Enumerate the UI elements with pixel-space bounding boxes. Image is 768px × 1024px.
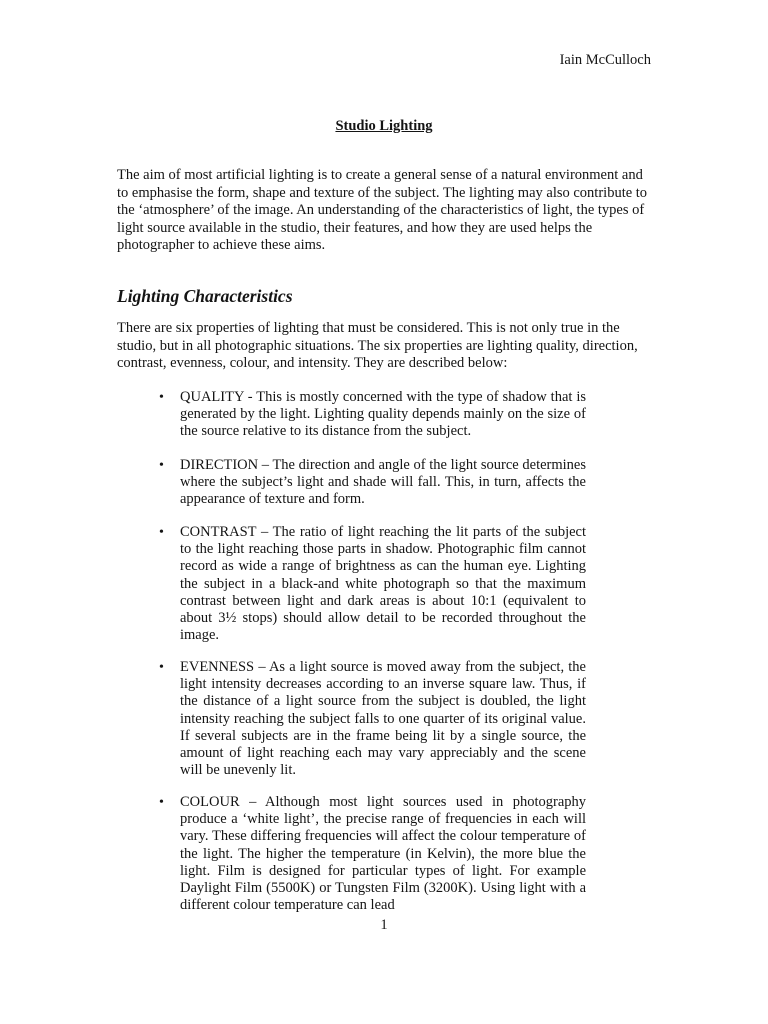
bullet-marker-icon: • [159, 525, 164, 540]
bullet-marker-icon: • [159, 795, 164, 810]
bullet-item-colour [159, 794, 586, 914]
bullet-text: DIRECTION – The direction and angle of the light source determines where the subject’s light and shade will fall. This, in turn, affects the appearance of texture and form. [180, 457, 586, 508]
bullet-marker-icon: • [159, 458, 164, 473]
bullet-item-direction [159, 457, 586, 509]
section-intro-paragraph: There are six properties of lighting that must be considered. This is not only true in the studio, but in all photographic situations. The six properties are lighting quality, direction, contrast, evenness, colour, and intensity. They are described below: [117, 320, 638, 372]
header-author: Iain McCulloch [559, 52, 651, 68]
bullet-text: CONTRAST – The ratio of light reaching the lit parts of the subject to the light reaching those parts in shadow. Photographic film cannot record as wide a range of brightness as can the human eye. Lighting the subject in a black-and white photograph so that the maximum contrast between light and dark areas is about 10:1 (equivalent to about 3½ stops) should allow detail to be recorded throughout the image. [180, 524, 586, 644]
document-title: Studio Lighting [335, 118, 433, 134]
bullet-item-contrast [159, 524, 586, 644]
bullet-text: EVENNESS – As a light source is moved away from the subject, the light intensity decreases according to an inverse square law. Thus, if the distance of a light source from the subject is doubled, the light intensity reaching the subject falls to one quarter of its original value. If several subjects are in the frame being lit by a single source, the amount of light reaching each may vary appreciably and the scene will be unevenly lit. [180, 659, 586, 779]
intro-paragraph: The aim of most artificial lighting is to create a general sense of a natural environment and to emphasise the form, shape and texture of the subject. The lighting may also contribute to the ‘atmosphere’ of the image. An understanding of the characteristics of light, the types of light source available in the studio, their features, and how they are used helps the photographer to achieve these aims. [117, 167, 648, 254]
bullet-marker-icon: • [159, 390, 164, 405]
bullet-item-evenness [159, 659, 586, 779]
page-number: 1 [380, 917, 388, 933]
bullet-text: COLOUR – Although most light sources used in photography produce a ‘white light’, the precise range of frequencies in each will vary. These differing frequencies will affect the colour temperature of the light. The higher the temperature (in Kelvin), the more blue the light. Film is designed for particular types of light. For example Daylight Film (5500K) or Tungsten Film (3200K). Using light with a different colour temperature can lead [180, 794, 586, 914]
section-heading: Lighting Characteristics [117, 286, 293, 306]
bullet-item-quality [159, 389, 586, 441]
bullet-text: QUALITY - This is mostly concerned with the type of shadow that is generated by the light. Lighting quality depends mainly on the size of the source relative to its distance from the subject. [180, 389, 586, 440]
bullet-marker-icon: • [159, 660, 164, 675]
